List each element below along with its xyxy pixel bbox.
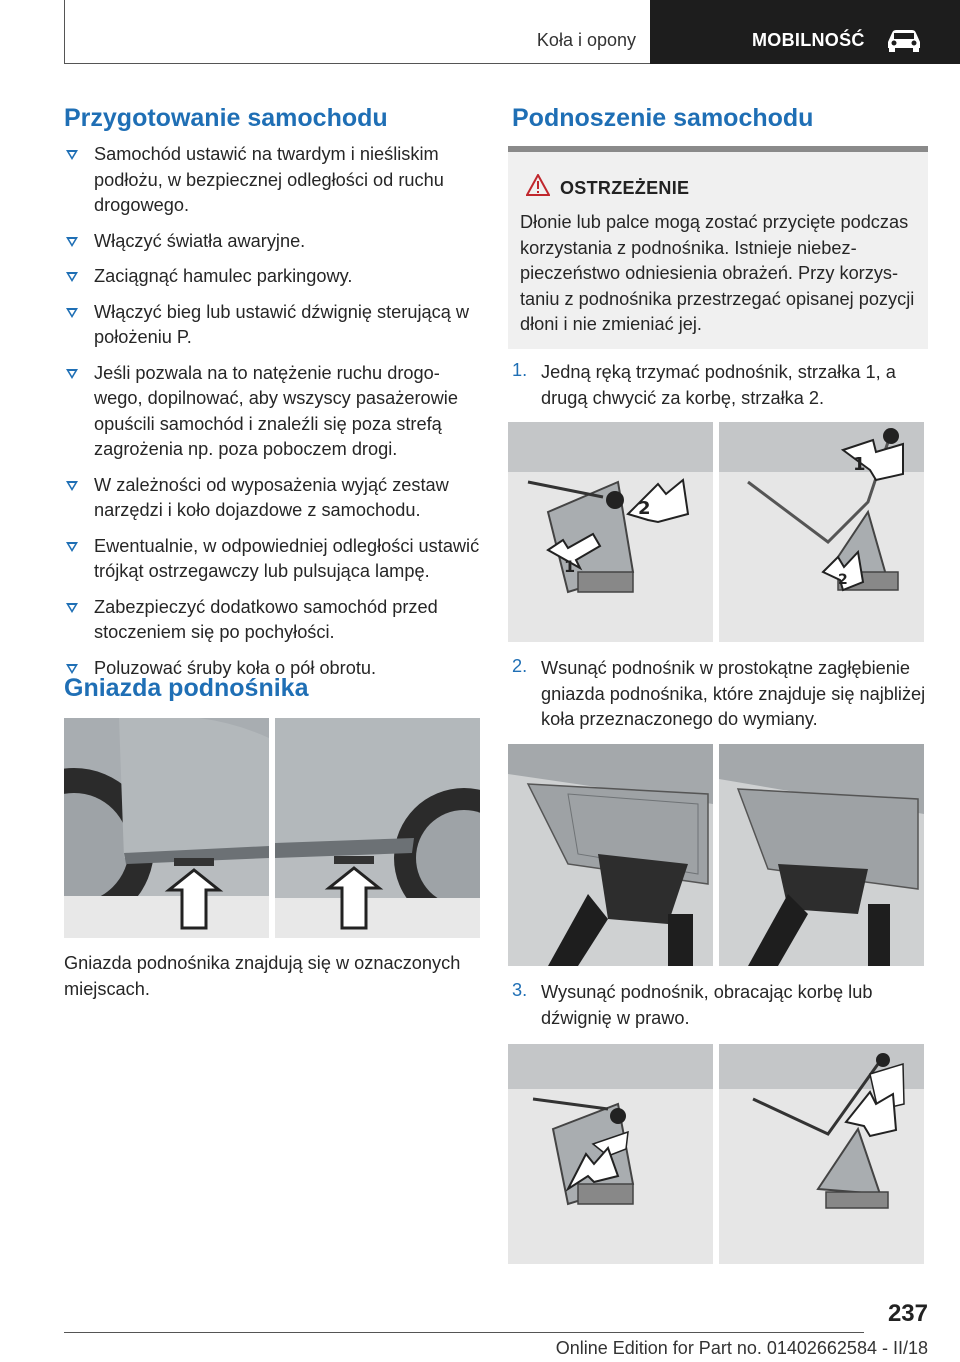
list-item xyxy=(512,656,928,733)
step-number: 1. xyxy=(512,360,528,380)
step-text: Wsunąć podnośnik w prostokątne zagłębienie gniazda podnośnika, które znajduje się najbliżej koła przeznaczonego do wymiany. xyxy=(541,658,926,729)
car-icon xyxy=(884,26,924,52)
arrow-label: 2 xyxy=(638,498,651,519)
footer-rule xyxy=(64,1332,864,1333)
arrow-label: 1 xyxy=(853,454,866,475)
page-number: 237 xyxy=(887,1300,928,1327)
list-item: Samochód ustawić na twardym i nieśliskim podłożu, w bezpiecznej odległości od ruchu drogowego. xyxy=(66,142,480,219)
chapter-title[interactable]: MOBILNOŚĆ xyxy=(752,30,865,50)
bullet-triangle-icon xyxy=(66,542,78,552)
bullet-triangle-icon xyxy=(66,481,78,491)
list-item: Włączyć bieg lub ustawić dźwignię sterującą w położeniu P. xyxy=(66,300,480,351)
list-item: Jeśli pozwala na to natężenie ruchu drogowego, dopilnować, aby wszyscy pasażerowie opuścili samochód i znaleźli się poza strefą zagrożenia np. poza poboczem drogi. xyxy=(66,361,480,463)
heading-lifting-vehicle: Podnoszenie samochodu xyxy=(512,104,814,132)
bullet-triangle-icon xyxy=(66,150,78,160)
arrow-label: 2 xyxy=(838,572,848,588)
list-item: W zależności od wyposażenia wyjąć zestaw narzędzi i koło dojazdowe z samochodu. xyxy=(66,473,480,524)
bullet-triangle-icon xyxy=(66,272,78,282)
header-rule-left xyxy=(64,0,65,64)
list-item: Ewentualnie, w odpowiedniej odległości ustawić trójkąt ostrzegawczy lub pulsująca lampę. xyxy=(66,534,480,585)
preparation-steps xyxy=(66,142,480,691)
warning-text: Dłonie lub palce mogą zostać przycięte podczas korzystania z podnośnika. Istnieje niebezpieczeństwo odniesienia obrażeń. Przy korzystaniu z podnośnika przestrzegać opisanej pozycji dłoni i nie zmieniać jej. xyxy=(520,212,915,334)
list-item xyxy=(512,360,928,411)
jack-points-figure xyxy=(64,718,480,938)
warning-box xyxy=(508,146,928,349)
warning-heading: OSTRZEŻENIE xyxy=(560,178,690,198)
jack-inserting-figure xyxy=(508,744,924,966)
header-rule-bottom xyxy=(64,63,650,64)
step-text: Wysunąć podnośnik, obracając korbę lub dźwignię w prawo. xyxy=(541,982,873,1028)
section-title: Koła i opony xyxy=(536,30,636,50)
arrow-label: 1 xyxy=(564,557,576,576)
jack-holding-figure xyxy=(508,422,924,642)
warning-triangle-icon xyxy=(526,174,550,196)
list-item: Zabezpieczyć dodatkowo samochód przed stoczeniem się po pochyłości. xyxy=(66,595,480,646)
list-item: Zaciągnąć hamulec parkingowy. xyxy=(66,264,480,290)
figure-caption: Gniazda podnośnika znajdują się w oznaczonych miejscach. xyxy=(64,953,461,999)
list-item xyxy=(512,980,928,1031)
list-item: Poluzować śruby koła o pół obrotu. xyxy=(66,656,480,682)
bullet-triangle-icon xyxy=(66,369,78,379)
step-number: 3. xyxy=(512,980,528,1000)
step-number: 2. xyxy=(512,656,528,676)
jack-cranking-figure xyxy=(508,1044,924,1264)
list-item: Włączyć światła awaryjne. xyxy=(66,229,480,255)
bullet-triangle-icon xyxy=(66,664,78,674)
bullet-triangle-icon xyxy=(66,308,78,318)
bullet-triangle-icon xyxy=(66,603,78,613)
bullet-triangle-icon xyxy=(66,237,78,247)
heading-jack-points: Gniazda podnośnika xyxy=(64,674,309,702)
edition-note: Online Edition for Part no. 01402662584 - II/18 xyxy=(555,1338,928,1358)
step-text: Jedną ręką trzymać podnośnik, strzałka 1, a drugą chwycić za korbę, strzałka 2. xyxy=(541,362,896,408)
heading-vehicle-preparation: Przygotowanie samochodu xyxy=(64,104,388,132)
